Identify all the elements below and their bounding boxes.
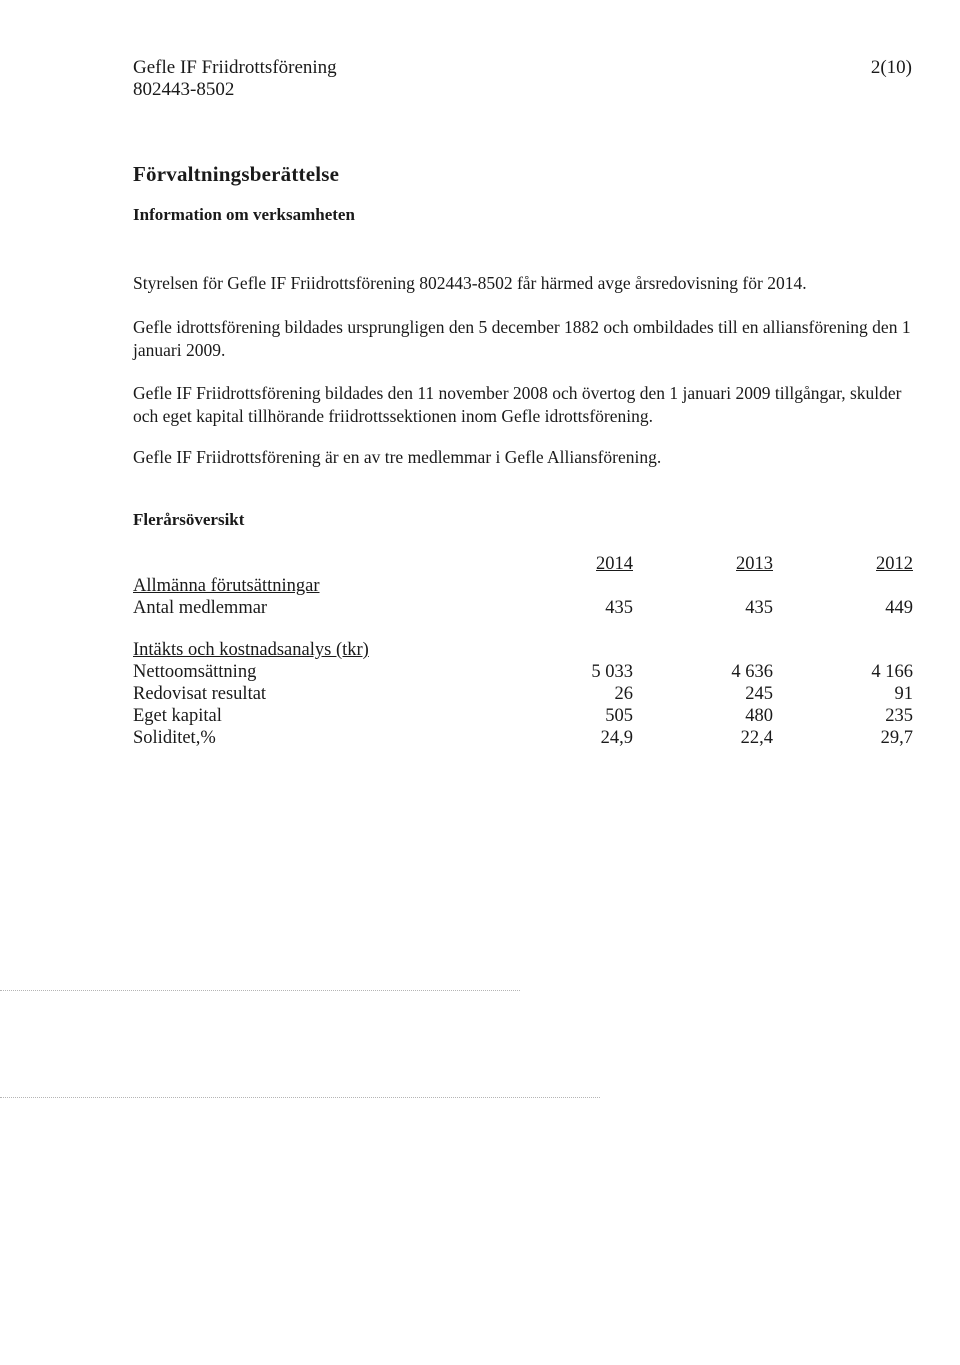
year-label: 2013 (736, 554, 773, 574)
row-value: 449 (885, 598, 913, 618)
org-number: 802443-8502 (133, 79, 235, 100)
row-label: Redovisat resultat (133, 684, 267, 704)
spacer-row (133, 619, 913, 639)
page-title: Förvaltningsberättelse (133, 162, 340, 186)
row-value: 91 (894, 684, 913, 704)
group-heading-cell (133, 639, 913, 661)
overview-title: Flerårsöversikt (133, 510, 245, 529)
section-subheading: Information om verksamheten (133, 205, 355, 224)
scan-artifact-dotted-line (0, 1097, 600, 1098)
paragraph-intro: Styrelsen för Gefle IF Friidrottsförening 802443-8502 får härmed avge årsredovisning för 2014. (133, 273, 807, 293)
row-value: 435 (745, 598, 773, 618)
row-value: 22,4 (740, 728, 773, 748)
row-value: 480 (745, 706, 773, 726)
table-row (133, 597, 913, 619)
row-label: Nettoomsättning (133, 662, 257, 682)
paragraph-history: Gefle idrottsförening bildades ursprungligen den 5 december 1882 och ombildades till en alliansförening den 1 januari 2009. (133, 317, 911, 360)
org-name: Gefle IF Friidrottsförening (133, 57, 337, 78)
table-row (133, 727, 913, 749)
group-heading: Allmänna förutsättningar (133, 576, 320, 596)
row-value: 505 (605, 706, 633, 726)
table-row (133, 661, 913, 683)
overview-table (133, 553, 913, 749)
year-header-cell (773, 553, 913, 575)
row-value: 4 166 (871, 662, 913, 682)
year-header-cell (493, 553, 633, 575)
page-number: 2(10) (870, 57, 912, 78)
year-label: 2014 (596, 554, 633, 574)
year-label: 2012 (876, 554, 913, 574)
row-value: 5 033 (591, 662, 633, 682)
group-heading: Intäkts och kostnadsanalys (tkr) (133, 640, 369, 660)
spacer-cell (133, 619, 913, 639)
row-label: Soliditet,% (133, 728, 216, 748)
row-value: 245 (745, 684, 773, 704)
year-header-empty (133, 553, 493, 575)
group-heading-row (133, 575, 913, 597)
year-header-row (133, 553, 913, 575)
year-header-cell (633, 553, 773, 575)
paragraph-membership: Gefle IF Friidrottsförening är en av tre medlemmar i Gefle Alliansförening. (133, 447, 662, 467)
row-label: Antal medlemmar (133, 598, 268, 618)
group-heading-cell (133, 575, 913, 597)
scan-artifact-dotted-line (0, 990, 520, 991)
paragraph-formation: Gefle IF Friidrottsförening bildades den 11 november 2008 och övertog den 1 januari 2009 tillgångar, skulder och eget kapital tillhörande friidrottssektionen inom Gefle idrottsförening. (133, 383, 902, 426)
group-heading-row (133, 639, 913, 661)
table-row (133, 705, 913, 727)
table-row (133, 683, 913, 705)
row-label: Eget kapital (133, 706, 222, 726)
row-value: 235 (885, 706, 913, 726)
row-value: 24,9 (600, 728, 633, 748)
row-value: 4 636 (731, 662, 773, 682)
row-value: 435 (605, 598, 633, 618)
row-value: 29,7 (880, 728, 913, 748)
row-value: 26 (614, 684, 633, 704)
